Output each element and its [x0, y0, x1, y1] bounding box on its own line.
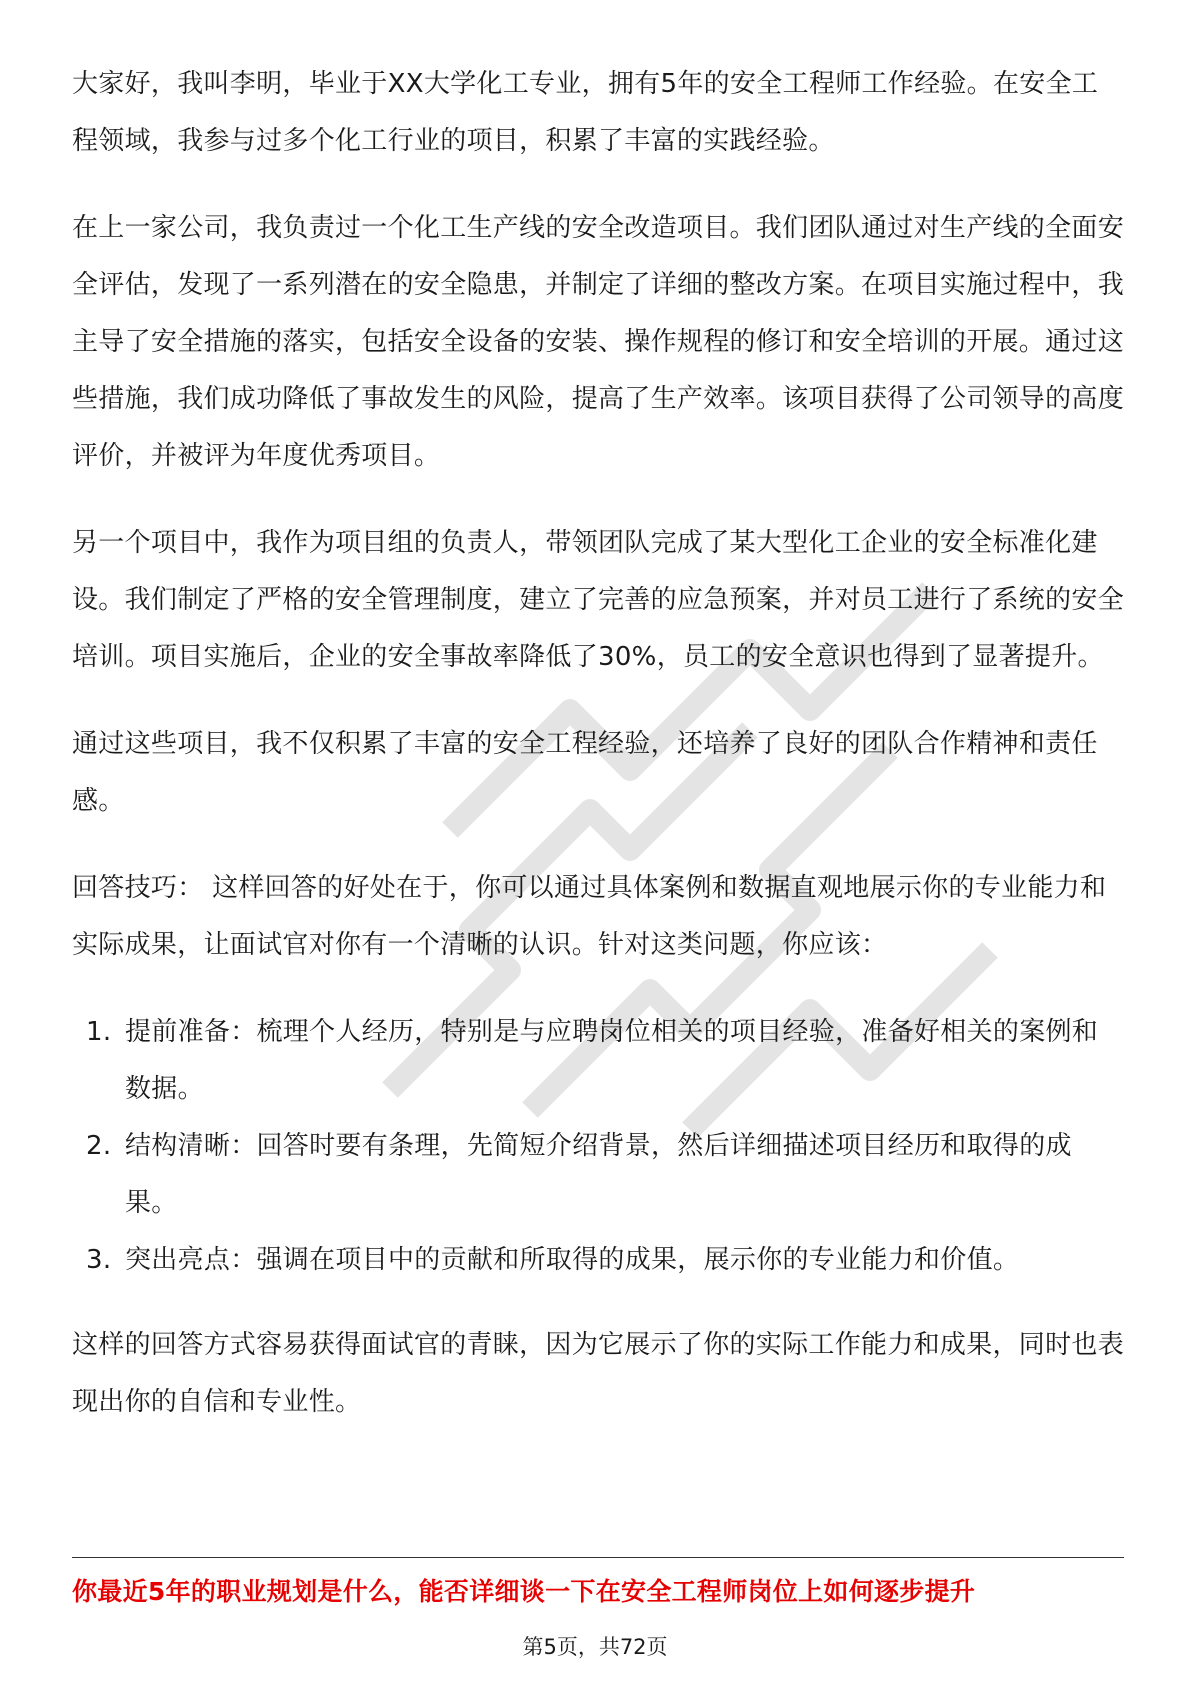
divider — [72, 1557, 1124, 1558]
summary-paragraph: 通过这些项目，我不仅积累了丰富的安全工程经验，还培养了良好的团队合作精神和责任感。 — [72, 729, 1098, 816]
list-item — [72, 1004, 1124, 1118]
tips-list — [72, 1004, 1124, 1289]
intro-paragraph: 大家好，我叫李明，毕业于XX大学化工专业，拥有5年的安全工程师工作经验。在安全工程领域，我参与过多个化工行业的项目，积累了丰富的实践经验。 — [72, 69, 1099, 156]
project-one-paragraph: 在上一家公司，我负责过一个化工生产线的安全改造项目。我们团队通过对生产线的全面安全评估，发现了一系列潜在的安全隐患，并制定了详细的整改方案。在项目实施过程中，我主导了安全措施的落实，包括安全设备的安装、操作规程的修订和安全培训的开展。通过这些措施，我们成功降低了事故发生的风险，提高了生产效率。该项目获得了公司领导的高度评价，并被评为年度优秀项目。 — [72, 213, 1125, 471]
list-number: 1. — [86, 1017, 112, 1047]
list-item-text: 突出亮点：强调在项目中的贡献和所取得的成果，展示你的专业能力和价值。 — [125, 1245, 1020, 1275]
list-item — [72, 1118, 1124, 1232]
list-item — [72, 1232, 1124, 1289]
tips-intro-paragraph: 回答技巧： 这样回答的好处在于，你可以通过具体案例和数据直观地展示你的专业能力和实际成果，让面试官对你有一个清晰的认识。针对这类问题，你应该： — [72, 873, 1107, 960]
list-number: 2. — [86, 1131, 112, 1161]
closing-paragraph: 这样的回答方式容易获得面试官的青睐，因为它展示了你的实际工作能力和成果，同时也表现出你的自信和专业性。 — [72, 1330, 1125, 1417]
list-item-text: 提前准备：梳理个人经历，特别是与应聘岗位相关的项目经验，准备好相关的案例和数据。 — [125, 1017, 1099, 1104]
list-item-text: 结构清晰：回答时要有条理，先简短介绍背景，然后详细描述项目经历和取得的成果。 — [125, 1131, 1072, 1218]
page-number: 第5页，共72页 — [522, 1635, 668, 1659]
project-two-paragraph: 另一个项目中，我作为项目组的负责人，带领团队完成了某大型化工企业的安全标准化建设。我们制定了严格的安全管理制度，建立了完善的应急预案，并对员工进行了系统的安全培训。项目实施后，企业的安全事故率降低了30%，员工的安全意识也得到了显著提升。 — [72, 528, 1125, 672]
next-question-heading: 你最近5年的职业规划是什么，能否详细谈一下在安全工程师岗位上如何逐步提升 — [72, 1577, 976, 1606]
list-number: 3. — [86, 1245, 112, 1275]
document-body — [72, 56, 1124, 1461]
